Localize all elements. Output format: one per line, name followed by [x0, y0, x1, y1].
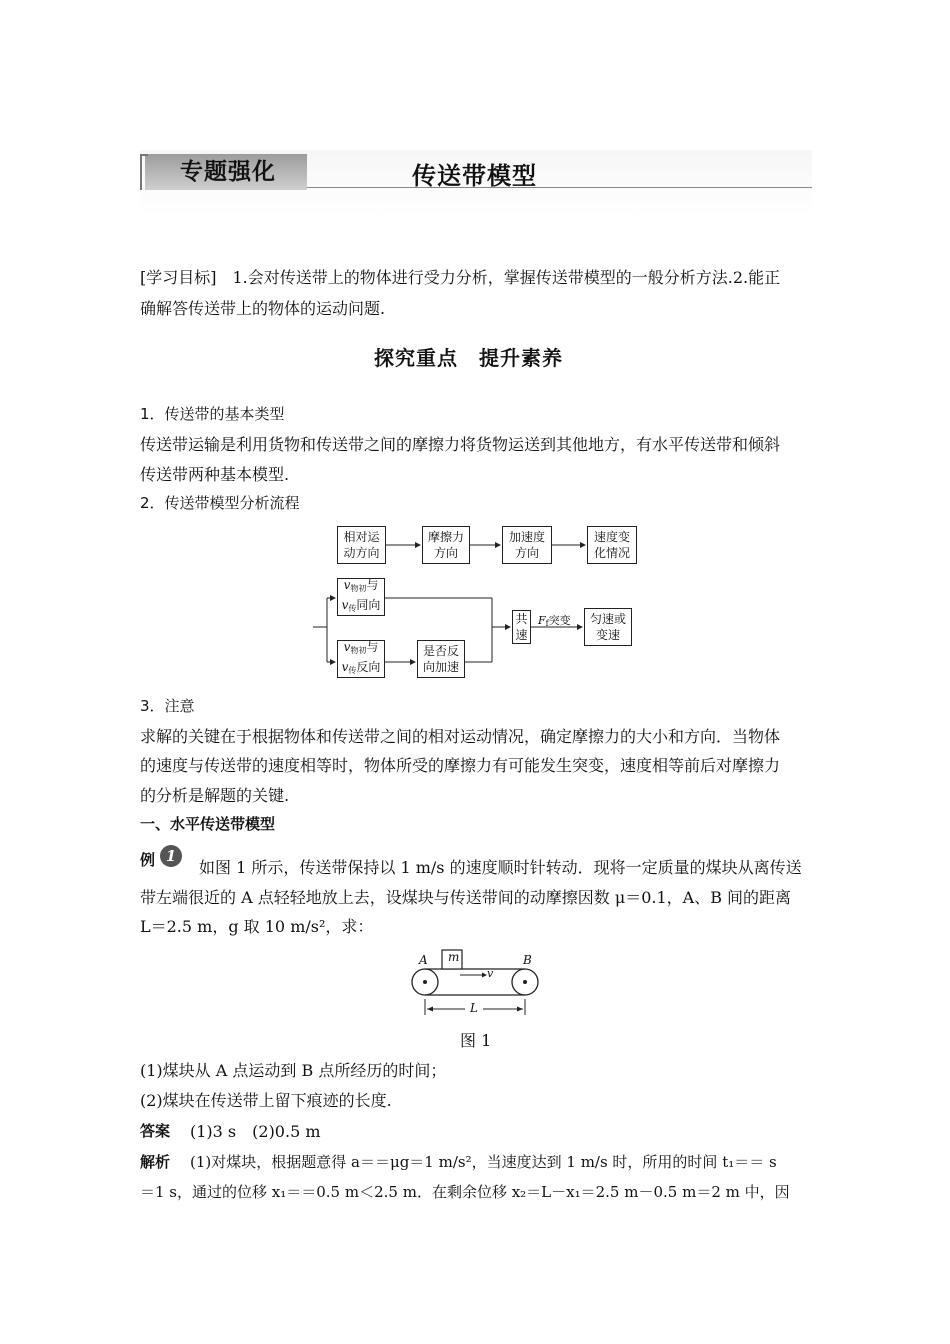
- flow-box-acceleration-line1: 加速度: [508, 530, 545, 544]
- flow-ff-symbol: F: [538, 614, 546, 627]
- figure-label-v: v: [487, 967, 494, 980]
- part1-heading: 一、水平传送带模型: [140, 815, 276, 833]
- flow-common-line1: 共: [515, 612, 528, 626]
- s3-line-1: 求解的关键在于根据物体和传送带之间的相对运动情况，确定摩擦力的大小和方向．当物体: [140, 727, 781, 746]
- figure-conveyor: [405, 947, 545, 1022]
- section-heading: 探究重点 提升素养: [374, 346, 563, 370]
- question-1: (1)煤块从 A 点运动到 B 点所经历的时间；: [140, 1061, 447, 1080]
- flow-box-velocity-line1: 速度变: [593, 530, 630, 544]
- flow-box-relative-motion-line1: 相对运: [343, 530, 380, 544]
- flow-box-velocity-line2: 化情况: [593, 546, 630, 560]
- s3-heading: 3．注意: [140, 697, 195, 715]
- example-number-badge: 1: [160, 845, 182, 867]
- objectives-line-2: 确解答传送带上的物体的运动问题.: [140, 299, 386, 318]
- flow-accel-line1: 是否反: [422, 644, 459, 658]
- flow-box-reverse-acceleration: [417, 640, 465, 678]
- figure-label-m: m: [448, 950, 460, 964]
- analysis-line-1: (1)对煤块，根据题意得 a＝＝μg＝1 m/s²，当速度达到 1 m/s 时，所用的时间 t₁＝＝ s: [190, 1153, 777, 1171]
- flow-opp-v: v: [343, 640, 351, 654]
- flow-opp-line2: [342, 659, 381, 679]
- flow-box-acceleration-line2: 方向: [514, 546, 539, 560]
- flowchart: [305, 520, 645, 685]
- answer-text: (1)3 s (2)0.5 m: [190, 1122, 321, 1141]
- flow-ff-sub: f: [545, 619, 549, 628]
- flow-box-friction-line1: 摩擦力: [427, 530, 464, 544]
- example-line-2: 带左端很近的 A 点轻轻地放上去，设煤块与传送带间的动摩擦因数 μ＝0.1，A、B 间的距离: [140, 888, 792, 907]
- analysis-line-2: ＝1 s，通过的位移 x₁＝＝0.5 m＜2.5 m．在剩余位移 x₂＝L－x₁＝2.5 m－0.5 m＝2 m 中，因: [140, 1183, 790, 1201]
- s3-line-2: 的速度与传送带的速度相等时，物体所受的摩擦力有可能发生突变，速度相等前后对摩擦力: [140, 756, 781, 775]
- flow-opp-yu: 与: [366, 640, 379, 654]
- s1-heading: 1．传送带的基本类型: [140, 405, 285, 423]
- figure-label-a: A: [419, 953, 428, 967]
- flow-box-velocity-change: [587, 526, 637, 564]
- objectives-line-1: [学习目标] 1.会对传送带上的物体进行受力分析，掌握传送带模型的一般分析方法.2.能正: [140, 268, 781, 287]
- flow-result-line2: 变速: [595, 628, 620, 642]
- flow-friction-mutation-label: [538, 612, 571, 628]
- example-line-1: 如图 1 所示，传送带保持以 1 m/s 的速度顺时针转动．现将一定质量的煤块从离传送: [199, 858, 802, 877]
- figure-label-l: L: [470, 1001, 478, 1015]
- flow-box-result: [584, 608, 632, 646]
- header-rule: [307, 187, 812, 188]
- answer-label: 答案: [140, 1122, 171, 1140]
- flow-box-relative-motion-line2: 动方向: [343, 546, 380, 560]
- flow-same-sub1: 物初: [350, 584, 367, 593]
- s3-line-3: 的分析是解题的关键.: [140, 786, 290, 805]
- flow-box-common-speed: [512, 610, 531, 644]
- flow-same-dir: 同向: [356, 598, 381, 612]
- flow-opp-sub1: 物初: [350, 646, 367, 655]
- flow-ff-text: 突变: [548, 614, 571, 627]
- flow-same-v: v: [343, 578, 351, 592]
- flow-box-friction-line2: 方向: [433, 546, 458, 560]
- flow-result-line1: 匀速或: [589, 612, 626, 626]
- s1-line-2: 传送带两种基本模型.: [140, 465, 290, 484]
- analysis-label: 解析: [140, 1153, 171, 1171]
- example-line-3: L＝2.5 m，g 取 10 m/s²，求：: [140, 917, 374, 936]
- flow-box-opposite-direction: [337, 640, 385, 678]
- flow-same-v2: v: [341, 598, 349, 612]
- header-tab-edge: [140, 154, 148, 190]
- flow-same-line1: [344, 577, 379, 597]
- flow-box-relative-motion: [337, 526, 386, 564]
- flow-same-sub2: 传: [348, 604, 357, 613]
- flow-box-acceleration-direction: [502, 526, 552, 564]
- flow-same-yu: 与: [366, 578, 379, 592]
- question-2: (2)煤块在传送带上留下痕迹的长度.: [140, 1091, 392, 1110]
- figure-caption: 图 1: [460, 1031, 492, 1050]
- flow-opp-sub2: 传: [348, 666, 357, 675]
- flow-opp-line1: [344, 639, 379, 659]
- flow-opp-v2: v: [341, 660, 349, 674]
- flow-same-line2: [342, 597, 381, 617]
- flow-box-friction-direction: [422, 526, 470, 564]
- figure-label-b: B: [523, 953, 532, 967]
- example-label: 例: [140, 851, 156, 869]
- flow-common-line2: 速: [515, 628, 528, 642]
- page-title: 传送带模型: [412, 162, 537, 190]
- flow-accel-line2: 向加速: [422, 660, 459, 674]
- flow-box-same-direction: [337, 578, 385, 616]
- s1-line-1: 传送带运输是利用货物和传送带之间的摩擦力将货物运送到其他地方，有水平传送带和倾斜: [140, 435, 781, 454]
- s2-heading: 2．传送带模型分析流程: [140, 494, 300, 512]
- flow-opp-dir: 反向: [356, 660, 381, 674]
- header-label: 专题强化: [180, 159, 276, 185]
